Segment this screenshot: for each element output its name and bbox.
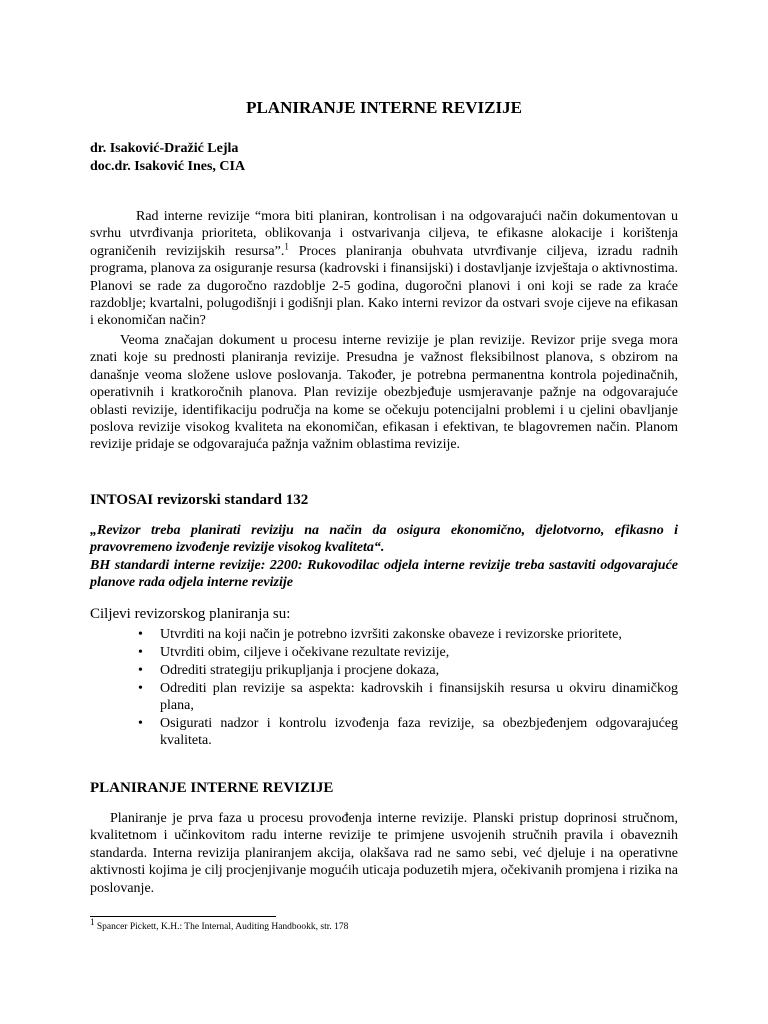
author-list xyxy=(90,140,245,176)
bh-standard-quote: BH standardi interne revizije: 2200: Rukovodilac odjela interne revizije treba sastaviti odgovarajuće planove rada odjela interne revizije xyxy=(90,557,678,591)
bullet-icon: • xyxy=(138,716,143,732)
list-item xyxy=(90,644,678,661)
bullet-icon: • xyxy=(138,644,143,660)
list-item-text: Utvrditi obim, ciljeve i očekivane rezultate revizije, xyxy=(160,644,450,660)
list-item xyxy=(90,680,678,715)
footnote-divider xyxy=(90,916,276,917)
bullet-icon: • xyxy=(138,680,143,696)
footnote-text: Spancer Pickett, K.H.: The Internal, Auditing Handbookk, str. 178 xyxy=(94,922,349,933)
standards-quote xyxy=(90,522,678,592)
plan-importance-paragraph: Veoma značajan dokument u procesu interne revizije je plan revizije. Revizor prije svega mora znati koje su prednosti planiranja revizije. Presudna je važnost fleksibilnost planova, s obzirom na današnje veoma složene uslove poslovanja. Također, je potrebna permanentna kontrola pojedinačnih, operativnih i kratkoročnih planova. Plan revizije obezbjeđuje usmjeravanje pažnje na odgovarajuće oblasti revizije, identifikaciju područja na kome se očekuju potencijalni problemi i u cjelini obavljanje poslova revizije visokog kvaliteta na ekonomičan, efikasan i efektivan, te blagovremen način. Planom revizije pridaje se odgovarajuća pažnja važnim oblastima revizije. xyxy=(90,333,678,453)
list-item-text: Odrediti strategiju prikupljanja i procjene dokaza, xyxy=(160,662,440,678)
planning-heading: PLANIRANJE INTERNE REVIZIJE xyxy=(90,780,334,796)
list-item xyxy=(90,662,678,679)
list-item-text: Osigurati nadzor i kontrolu izvođenja faza revizije, sa obezbjeđenjem odgovarajućeg kvaliteta. xyxy=(160,716,678,749)
footnote-number: 1 xyxy=(90,917,95,927)
bullet-icon: • xyxy=(138,627,143,642)
goals-list xyxy=(90,626,678,750)
author-1: dr. Isaković-Dražić Lejla xyxy=(90,141,239,156)
footnote-reference[interactable]: 1 xyxy=(284,241,289,252)
document-page xyxy=(90,0,678,1024)
goals-intro: Ciljevi revizorskog planiranja su: xyxy=(90,606,291,622)
intro-paragraph-rest: Proces planiranja obuhvata utvrđivanje ciljeva, izradu radnih programa, planova za osiguranje resursa (kadrovski i finansijski) i dostavljanje izvještaja o aktivnostima. Planovi se rade za dugoročno razdoblje 2-5 godina, dugoročni planovi i oni koji se rade za kraće razdoblje; kvartalni, polugodišnji i godišnji plan. Kako interni revizor da ostvari svoje cijeve na efikasan i ekonomičan način? xyxy=(90,243,678,329)
footnote xyxy=(90,917,349,933)
planning-paragraph: Planiranje je prva faza u procesu provođenja interne revizije. Planski pristup doprinosi stručnom, kvalitetnom i učinkovitom radu interne revizije te primjene usvojenih stručnih pravila i obaveznih standarda. Interna revizija planiranjem akcija, olakšava rad ne samo sebi, već djeluje i na operativne aktivnosti kojima je cilj procjenjivanje mogućih uticaja poduzetih mjera, očekivanih promjena i rizika na poslovanje. xyxy=(90,811,678,896)
bullet-icon: • xyxy=(138,662,143,678)
intro-paragraph xyxy=(90,208,678,330)
list-item xyxy=(90,715,678,750)
intosai-quote: „Revizor treba planirati reviziju na način da osigura ekonomično, djelotvorno, efikasno i pravovremeno izvođenje revizije visokog kvaliteta“. xyxy=(90,523,678,556)
document-title: PLANIRANJE INTERNE REVIZIJE xyxy=(246,98,522,117)
author-2: doc.dr. Isaković Ines, CIA xyxy=(90,159,246,174)
intosai-heading: INTOSAI revizorski standard 132 xyxy=(90,492,309,508)
list-item-text: Utvrditi na koji način je potrebno izvršiti zakonske obaveze i revizorske prioritete, xyxy=(160,627,622,642)
intro-paragraph-quote: Rad interne revizije “mora biti planiran, kontrolisan i na odgovarajući način dokumentovan u svrhu utvrđivanja prioriteta, oblikovanja i ostvarivanja ciljeva, te efikasne alokacije i korištenja ograničenih revizijskih resursa”. xyxy=(90,209,678,259)
list-item-text: Odrediti plan revizije sa aspekta: kadrovskih i finansijskih resursa u okviru dinamičkog plana, xyxy=(160,680,678,714)
list-item xyxy=(90,626,678,643)
